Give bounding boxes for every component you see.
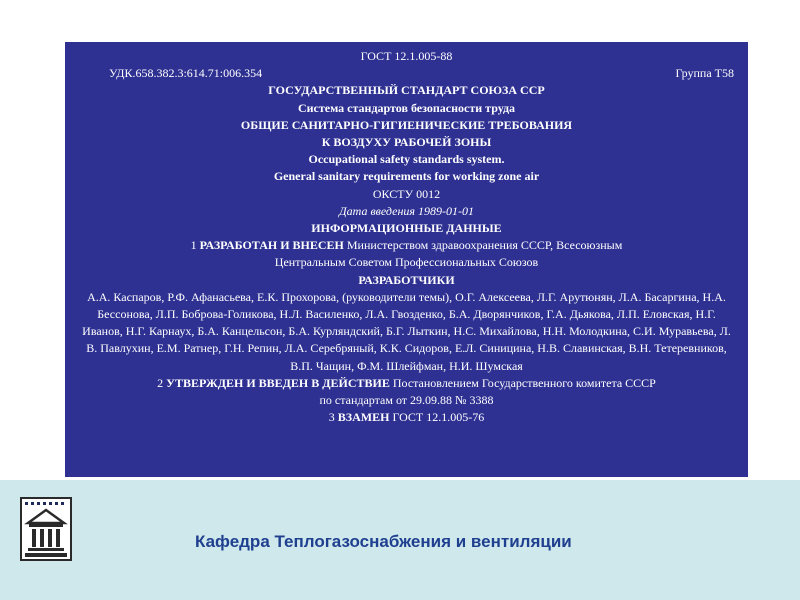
english-title-line1: Occupational safety standards system. — [308, 152, 505, 167]
udk-group-row — [75, 65, 738, 82]
item2-number: 2 — [157, 375, 164, 390]
udk-code: УДК.658.382.3:614.71:006.354 — [109, 66, 263, 81]
document-title-line1: ОБЩИЕ САНИТАРНО-ГИГИЕНИЧЕСКИЕ ТРЕБОВАНИЯ — [240, 117, 573, 132]
info-heading: ИНФОРМАЦИОННЫЕ ДАННЫЕ — [311, 221, 502, 236]
item1-label: РАЗРАБОТАН И ВНЕСЕН — [199, 238, 344, 253]
item1-number: 1 — [190, 238, 197, 253]
english-title-line2: General sanitary requirements for working zone air — [273, 169, 540, 184]
item1-text-continued: Центральным Советом Профессиональных Союзов — [274, 255, 539, 270]
item3-number: 3 — [328, 410, 335, 425]
department-name: Кафедра Теплогазоснабжения и вентиляции — [195, 532, 572, 551]
item2-label: УТВЕРЖДЕН И ВВЕДЕН В ДЕЙСТВИЕ — [166, 375, 390, 390]
item2-text-continued: по стандартам от 29.09.88 № 3388 — [319, 393, 494, 408]
university-building-icon — [20, 497, 72, 561]
developers-heading: РАЗРАБОТЧИКИ — [358, 272, 455, 287]
gost-number: ГОСТ 12.1.005-88 — [360, 49, 453, 63]
item3-label: ВЗАМЕН — [337, 410, 390, 425]
standard-title: ГОСУДАРСТВЕННЫЙ СТАНДАРТ СОЮЗА ССР — [268, 83, 545, 98]
intro-date: Дата введения 1989-01-01 — [339, 203, 474, 218]
item1-line — [75, 237, 738, 254]
item1-text: Министерством здравоохранения СССР, Всесоюзным — [346, 238, 623, 253]
item3-text: ГОСТ 12.1.005-76 — [392, 410, 485, 425]
item3-line — [75, 409, 738, 426]
developers-list: А.А. Каспаров, Р.Ф. Афанасьева, Е.К. Прохорова, (руководители темы), О.Г. Алексеева, Л.Г. Арутюнян, Л.А. Басаргина, Н.А. Бессонова, Л.П. Боброва-Голикова, Н.Л. Василенко, Л.А. Гвозденко, Б.А. Дворянчиков, Г.А. Дьякова, Л.П. Еловская, Н.Г. Иванов, Н.Г. Карнаух, Б.А. Канцельсон, Б.А. Курляндский, Б.Г. Лыткин, Н.С. Михайлова, Н.Н. Молодкина, С.И. Муравьева, Л. В. Павлухин, Е.М. Ратнер, Г.Н. Репин, Л.А. Серебряный, К.К. Сидоров, Е.Л. Синицина, Н.В. Славинская, В.Н. Тетеревников, В.П. Чащин, Ф.М. Шлейфман, Н.И. Шумская — [82, 289, 731, 373]
system-name: Система стандартов безопасности труда — [297, 100, 516, 115]
gost-document-panel — [65, 42, 748, 477]
document-title-line2: К ВОЗДУХУ РАБОЧЕЙ ЗОНЫ — [321, 135, 492, 150]
okstu-code: ОКСТУ 0012 — [372, 186, 441, 201]
item2-line — [75, 375, 738, 392]
item2-text: Постановлением Государственного комитета СССР — [392, 375, 656, 390]
group-code: Группа Т58 — [675, 66, 734, 81]
